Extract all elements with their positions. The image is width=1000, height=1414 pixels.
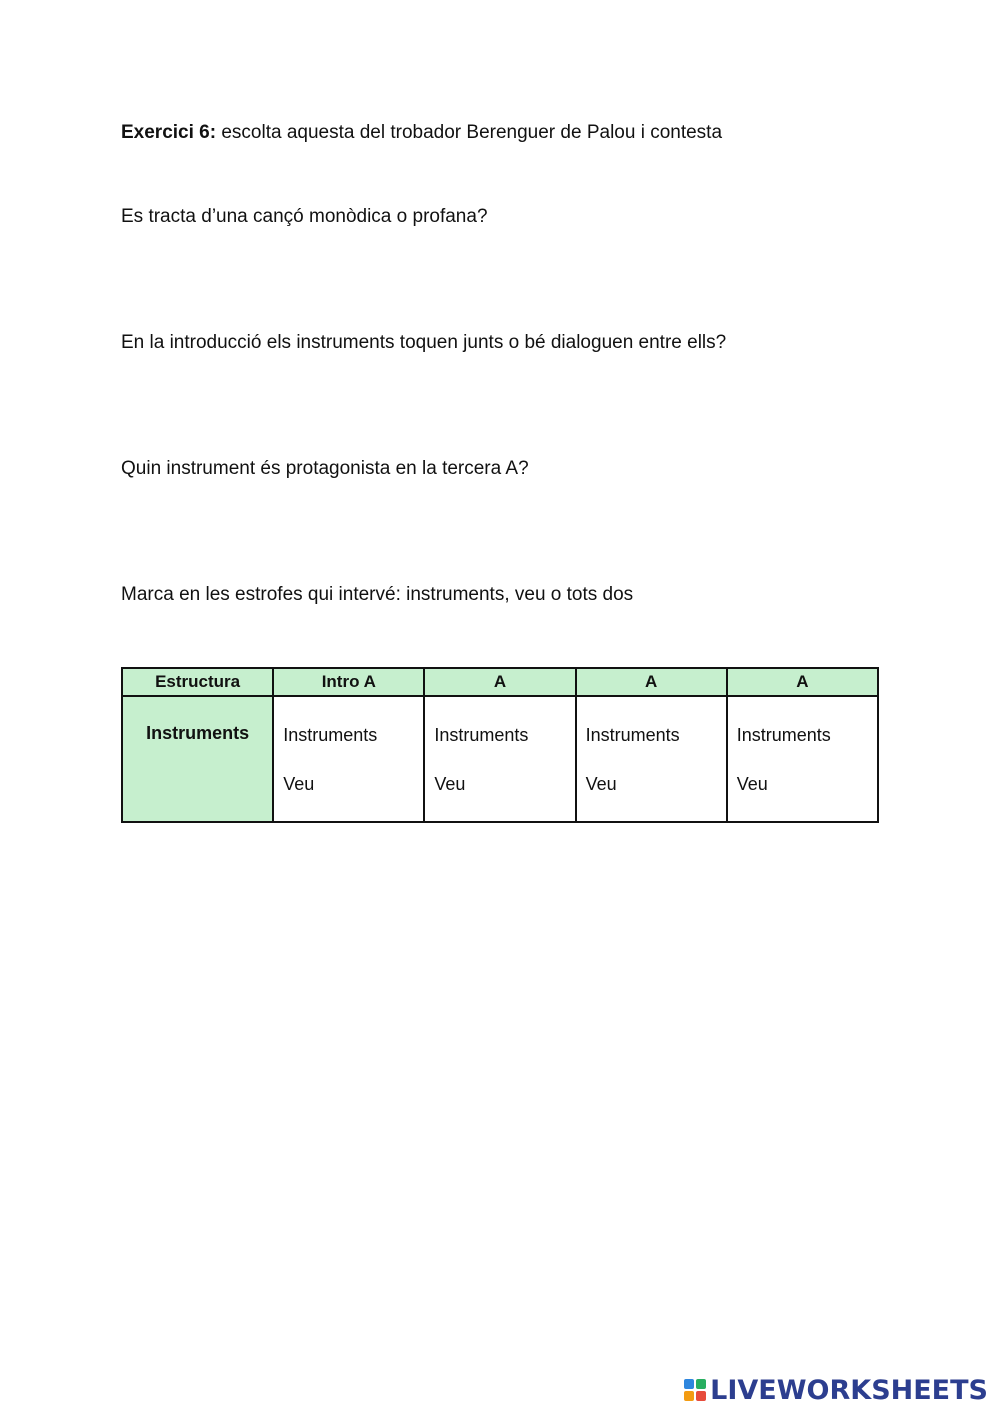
cell-a-2: [576, 696, 727, 822]
option-instruments[interactable]: Instruments: [283, 725, 378, 745]
liveworksheets-brand: [684, 1374, 988, 1406]
header-a-1: A: [424, 668, 575, 696]
question-1: Es tracta d’una cançó monòdica o profana?: [121, 206, 488, 227]
option-veu[interactable]: Veu: [585, 774, 617, 794]
option-instruments[interactable]: Instruments: [736, 725, 831, 745]
logo-square: [696, 1379, 706, 1389]
table-row: [122, 696, 878, 822]
structure-table: [121, 667, 879, 823]
option-veu[interactable]: Veu: [434, 774, 466, 794]
exercise-label: Exercici 6:: [121, 122, 217, 143]
cell-a-3: [727, 696, 878, 822]
header-a-2: A: [576, 668, 727, 696]
option-veu[interactable]: Veu: [736, 774, 768, 794]
brand-name: LIVEWORKSHEETS: [710, 1374, 988, 1406]
option-instruments[interactable]: Instruments: [434, 725, 529, 745]
header-a-3: A: [727, 668, 878, 696]
exercise-heading: [121, 121, 722, 145]
row-label-instruments: Instruments: [122, 696, 273, 822]
exercise-instruction: escolta aquesta del trobador Berenguer de Palou i contesta: [216, 122, 723, 143]
option-veu[interactable]: Veu: [283, 774, 315, 794]
logo-square: [684, 1379, 694, 1389]
cell-a-1: [424, 696, 575, 822]
header-estructura: Estructura: [122, 668, 273, 696]
liveworksheets-logo-icon: [684, 1379, 706, 1401]
question-2: En la introducció els instruments toquen junts o bé dialoguen entre ells?: [121, 332, 727, 353]
option-instruments[interactable]: Instruments: [585, 725, 680, 745]
header-intro-a: Intro A: [273, 668, 424, 696]
question-3: Quin instrument és protagonista en la tercera A?: [121, 458, 529, 479]
logo-square: [696, 1391, 706, 1401]
cell-intro-a: [273, 696, 424, 822]
table-header-row: [122, 668, 878, 696]
question-4: Marca en les estrofes qui intervé: instruments, veu o tots dos: [121, 584, 634, 605]
logo-square: [684, 1391, 694, 1401]
